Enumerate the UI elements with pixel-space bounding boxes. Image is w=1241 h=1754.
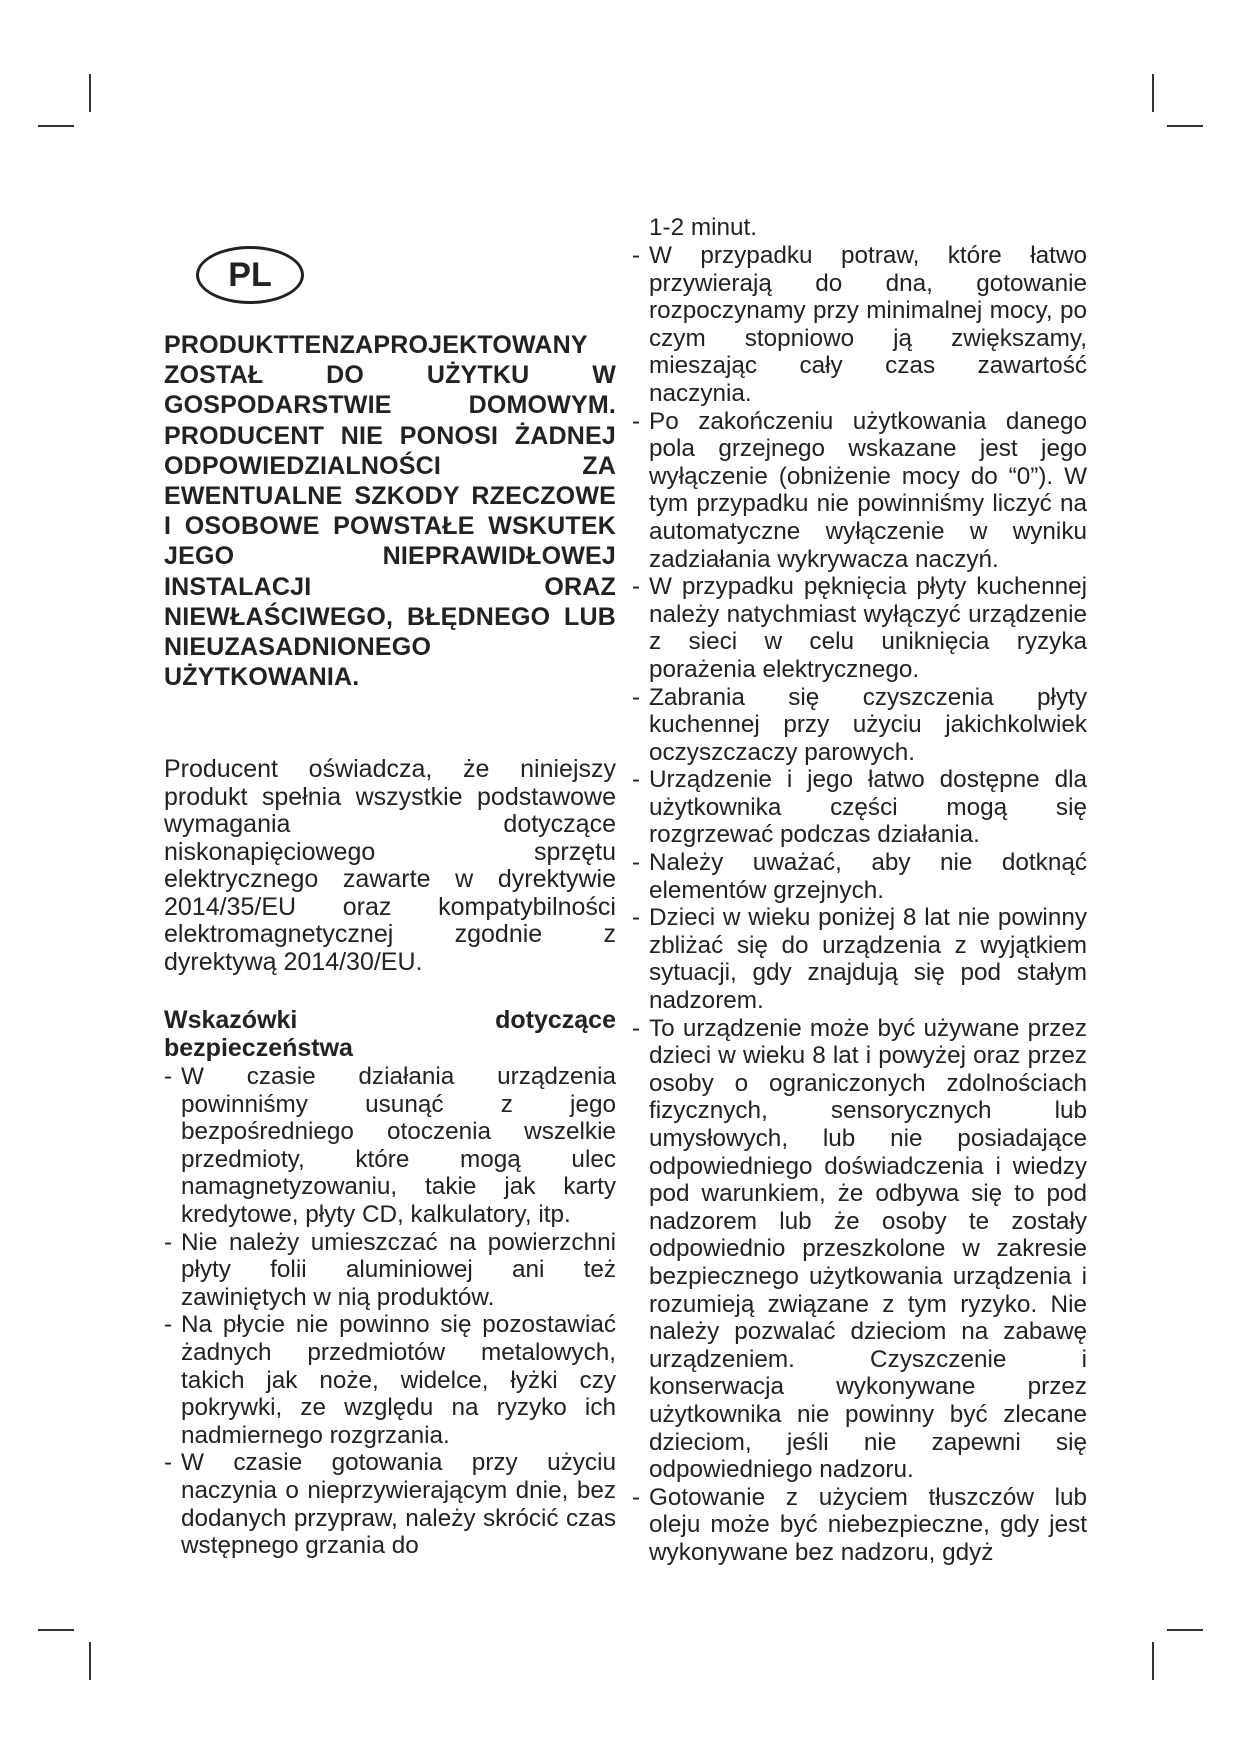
bullet-dash: - <box>632 1014 641 1042</box>
list-item-text: Nie należy umieszczać na powierzchni płyty folii aluminiowej ani też zawiniętych w nią produktów. <box>181 1228 616 1311</box>
crop-mark-bottom-left-horizontal <box>38 1629 74 1631</box>
list-item <box>632 573 1087 683</box>
list-item <box>632 849 1087 904</box>
list-item <box>632 904 1087 1014</box>
list-item-text: Należy uważać, aby nie dotknąć elementów grzejnych. <box>649 849 1087 904</box>
list-item-text: Gotowanie z użyciem tłuszczów lub oleju może być niebezpieczne, gdy jest wykonywane bez nadzoru, gdyż <box>649 1483 1087 1566</box>
bullet-dash: - <box>632 573 641 601</box>
bullet-dash: - <box>164 1311 173 1339</box>
disclaimer-warning: PRODUKTTENZAPROJEKTOWANY ZOSTAŁ DO UŻYTKU W GOSPODARSTWIE DOMOWYM. PRODUCENT NIE PONOSI ŻADNEJ ODPOWIEDZIALNOŚCI ZA EWENTUALNE SZKODY RZECZOWE I OSOBOWE POWSTAŁE WSKUTEK JEGO NIEPRAWIDŁOWEJ INSTALACJI ORAZ NIEWŁAŚCIWEGO, BŁĘDNEGO LUB NIEUZASADNIONEGO UŻYTKOWANIA. <box>164 331 616 692</box>
list-item <box>164 1311 616 1449</box>
list-item-text: Dzieci w wieku poniżej 8 lat nie powinny zbliżać się do urządzenia z wyjątkiem sytuacji, gdy znajdują się pod stałym nadzorem. <box>649 904 1087 1015</box>
language-badge: PL <box>196 246 304 304</box>
crop-mark-top-right-vertical <box>1152 74 1154 112</box>
safety-list-right <box>632 242 1087 1567</box>
safety-list-left <box>164 1063 616 1560</box>
list-item <box>632 684 1087 767</box>
list-item <box>632 1015 1087 1484</box>
safety-heading-line2: bezpieczeństwa <box>164 1034 353 1062</box>
bullet-dash: - <box>632 904 641 932</box>
list-item <box>632 242 1087 408</box>
crop-mark-top-left-horizontal <box>38 125 74 127</box>
continued-text: 1-2 minut. <box>649 214 758 241</box>
list-item-text: Zabrania się czyszczenia płyty kuchennej przy użyciu jakichkolwiek oczyszczaczy parowych. <box>649 683 1087 766</box>
bullet-dash: - <box>164 1228 173 1256</box>
crop-mark-bottom-right-vertical <box>1152 1642 1154 1680</box>
crop-mark-bottom-right-horizontal <box>1167 1629 1203 1631</box>
crop-mark-bottom-left-vertical <box>89 1642 91 1680</box>
list-item <box>164 1063 616 1229</box>
conformity-declaration: Producent oświadcza, że niniejszy produkt spełnia wszystkie podstawowe wymagania dotyczące niskonapięciowego sprzętu elektrycznego zawarte w dyrektywie 2014/35/EU oraz kompatybilności elektromagnetycznej zgodnie z dyrektywą 2014/30/EU. <box>164 755 616 976</box>
list-item-text: W przypadku potraw, które łatwo przywierają do dna, gotowanie rozpoczynamy przy minimalnej mocy, po czym stopniowo ją zwiększamy, mieszając cały czas zawartość naczynia. <box>649 242 1087 407</box>
list-item-text: Na płycie nie powinno się pozostawiać żadnych przedmiotów metalowych, takich jak noże, widelce, łyżki czy pokrywki, ze względu na ryzyko ich nadmiernego rozgrzania. <box>181 1311 616 1449</box>
list-item <box>632 1484 1087 1567</box>
safety-heading-line1: Wskazówki dotyczące <box>164 1006 616 1034</box>
bullet-dash: - <box>632 242 641 269</box>
bullet-dash: - <box>632 683 641 711</box>
bullet-dash: - <box>164 1063 173 1090</box>
list-item-text: W przypadku pęknięcia płyty kuchennej należy natychmiast wyłączyć urządzenie z sieci w celu uniknięcia ryzyka porażenia elektrycznego. <box>649 573 1087 683</box>
list-item <box>632 408 1087 574</box>
list-item-text: Urządzenie i jego łatwo dostępne dla użytkownika części mogą się rozgrzewać podczas działania. <box>649 766 1087 849</box>
list-item-text: W czasie działania urządzenia powinniśmy usunąć z jego bezpośredniego otoczenia wszelkie przedmioty, które mogą ulec namagnetyzowaniu, takie jak karty kredytowe, płyty CD, kalkulatory, itp. <box>181 1063 616 1228</box>
bullet-dash: - <box>164 1449 173 1477</box>
bullet-dash: - <box>632 1483 641 1511</box>
bullet-dash: - <box>632 849 641 877</box>
list-item-text: Po zakończeniu użytkowania danego pola grzejnego wskazane jest jego wyłączenie (obniżenie mocy do “0”). W tym przypadku nie powinniśmy liczyć na automatyczne wyłączenie w wyniku zadziałania wykrywacza naczyń. <box>649 407 1087 573</box>
bullet-dash: - <box>632 407 641 435</box>
list-item <box>164 1449 616 1559</box>
list-item-text: To urządzenie może być używane przez dzieci w wieku 8 lat i powyżej oraz przez osoby o ograniczonych zdolnościach fizycznych, sensorycznych lub umysłowych, lub nie posiadające odpowiedniego doświadczenia i wiedzy pod warunkiem, że odbywa się to pod nadzorem lub że osoby te zostały odpowiednio przeszkolone w zakresie bezpiecznego użytkowania urządzenia i rozumieją związane z tym ryzyko. Nie należy pozwalać dzieciom na zabawę urządzeniem. Czyszczenie i konserwacja wykonywane przez użytkownika nie powinny być zlecane dzieciom, jeśli nie zapewni się odpowiedniego nadzoru. <box>649 1014 1087 1484</box>
list-item-text: W czasie gotowania przy użyciu naczynia o nieprzywierającym dnie, bez dodanych przypraw, należy skrócić czas wstępnego grzania do <box>181 1449 616 1560</box>
bullet-dash: - <box>632 766 641 794</box>
list-item <box>164 1229 616 1312</box>
crop-mark-top-left-vertical <box>89 74 91 112</box>
list-item <box>632 766 1087 849</box>
crop-mark-top-right-horizontal <box>1167 125 1203 127</box>
